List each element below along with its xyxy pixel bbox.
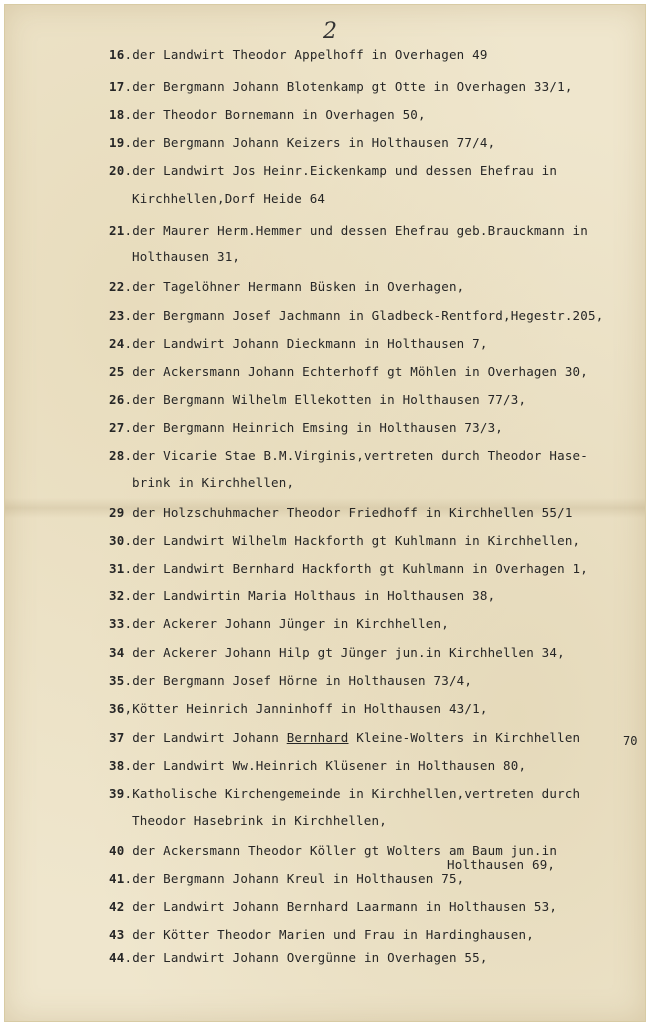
entry-text: der Landwirt Johann Bernhard Laarmann in Holthausen 53, — [132, 899, 558, 914]
entry-number: 24 — [109, 336, 125, 351]
entry-text: der Landwirt Bernhard Hackforth gt Kuhlmann in Overhagen 1, — [132, 561, 588, 576]
entry-text: der Bergmann Wilhelm Ellekotten in Holthausen 77/3, — [132, 392, 527, 407]
entry-text: der Ackersmann Johann Echterhoff gt Möhlen in Overhagen 30, — [132, 364, 588, 379]
entry-text: der Landwirt Johann Dieckmann in Holthausen 7, — [132, 336, 488, 351]
entry-separator: . — [124, 47, 133, 62]
entry-number: 32 — [109, 588, 125, 603]
entry-number: 42 — [109, 899, 125, 914]
entry-text: der Bergmann Johann Blotenkamp gt Otte in Overhagen 33/1, — [132, 79, 573, 94]
entry-text: der Maurer Herm.Hemmer und dessen Ehefrau geb.Brauckmann in — [132, 223, 588, 238]
entry-line — [109, 223, 588, 238]
entry-separator: . — [124, 871, 133, 886]
entry-separator: . — [124, 448, 133, 463]
entry-separator: . — [124, 279, 133, 294]
page-number: 2 — [323, 19, 337, 44]
entry-number: 27 — [109, 420, 125, 435]
entry-continuation — [447, 857, 555, 872]
margin-note: 70 — [623, 734, 638, 748]
entry-separator: . — [124, 950, 133, 965]
entry-text: der Ackerer Johann Jünger in Kirchhellen, — [132, 616, 449, 631]
entry-continuation — [132, 249, 240, 264]
entry-line — [109, 392, 526, 407]
entry-number: 35 — [109, 673, 125, 688]
entry-line — [109, 843, 557, 858]
entry-number: 16 — [109, 47, 125, 62]
entry-text: der Kötter Theodor Marien und Frau in Hardinghausen, — [132, 927, 534, 942]
entry-number: 25 — [109, 364, 125, 379]
entry-text: der Ackerer Johann Hilp gt Jünger jun.in Kirchhellen 34, — [132, 645, 565, 660]
entry-line — [109, 533, 580, 548]
entry-separator: . — [124, 616, 133, 631]
entry-text: Holthausen 69, — [447, 857, 556, 872]
entry-separator: . — [124, 135, 133, 150]
entry-number: 19 — [109, 135, 125, 150]
entry-number: 20 — [109, 163, 125, 178]
underlined-text: Bernhard — [286, 730, 349, 745]
entry-text: der Bergmann Johann Keizers in Holthausen 77/4, — [132, 135, 496, 150]
entry-line — [109, 561, 588, 576]
entry-number: 34 — [109, 645, 125, 660]
entry-number: 41 — [109, 871, 125, 886]
entry-text: Kötter Heinrich Janninhoff in Holthausen 43/1, — [132, 701, 488, 716]
entry-list — [5, 5, 645, 1021]
entry-separator: . — [124, 107, 133, 122]
entry-line — [109, 927, 534, 942]
entry-line — [109, 448, 588, 463]
entry-line — [109, 163, 557, 178]
entry-line — [109, 673, 472, 688]
entry-line — [109, 730, 580, 745]
entry-text: Theodor Hasebrink in Kirchhellen, — [132, 813, 387, 828]
entry-text: der Vicarie Stae B.M.Virginis,vertreten durch Theodor Hase- — [132, 448, 588, 463]
entry-line — [109, 420, 503, 435]
entry-continuation — [132, 813, 387, 828]
entry-line — [109, 758, 526, 773]
entry-number: 36 — [109, 701, 125, 716]
entry-separator: . — [124, 786, 133, 801]
entry-number: 44 — [109, 950, 125, 965]
entry-number: 21 — [109, 223, 125, 238]
entry-text: der Ackersmann Theodor Köller gt Wolters am Baum jun.in — [132, 843, 558, 858]
entry-separator: . — [124, 336, 133, 351]
entry-text: brink in Kirchhellen, — [132, 475, 295, 490]
entry-number: 30 — [109, 533, 125, 548]
entry-separator: . — [124, 673, 133, 688]
entry-text: der Landwirt Jos Heinr.Eickenkamp und dessen Ehefrau in — [132, 163, 558, 178]
entry-line — [109, 364, 588, 379]
entry-text: der Landwirt Johann — [132, 730, 287, 745]
entry-text: Katholische Kirchengemeinde in Kirchhellen,vertreten durch — [132, 786, 581, 801]
entry-line — [109, 899, 557, 914]
entry-separator: . — [124, 223, 133, 238]
entry-separator: , — [124, 701, 133, 716]
entry-separator: . — [124, 588, 133, 603]
entry-line — [109, 279, 464, 294]
entry-line — [109, 701, 488, 716]
entry-separator: . — [124, 758, 133, 773]
entry-separator: . — [124, 561, 133, 576]
entry-text: der Landwirt Ww.Heinrich Klüsener in Holthausen 80, — [132, 758, 527, 773]
entry-line — [109, 871, 464, 886]
entry-separator: . — [124, 79, 133, 94]
entry-text: der Landwirt Wilhelm Hackforth gt Kuhlmann in Kirchhellen, — [132, 533, 581, 548]
entry-number: 23 — [109, 308, 125, 323]
entry-separator: . — [124, 392, 133, 407]
entry-text: der Bergmann Josef Hörne in Holthausen 73/4, — [132, 673, 473, 688]
entry-text: der Landwirtin Maria Holthaus in Holthausen 38, — [132, 588, 496, 603]
entry-separator: . — [124, 420, 133, 435]
entry-text: der Tagelöhner Hermann Büsken in Overhagen, — [132, 279, 465, 294]
entry-line — [109, 645, 565, 660]
entry-number: 31 — [109, 561, 125, 576]
entry-number: 28 — [109, 448, 125, 463]
entry-line — [109, 336, 488, 351]
entry-number: 26 — [109, 392, 125, 407]
entry-text: der Holzschuhmacher Theodor Friedhoff in Kirchhellen 55/1 — [132, 505, 573, 520]
entry-line — [109, 950, 488, 965]
entry-separator: . — [124, 163, 133, 178]
entry-text: der Landwirt Johann Overgünne in Overhagen 55, — [132, 950, 488, 965]
entry-number: 39 — [109, 786, 125, 801]
entry-text: der Bergmann Josef Jachmann in Gladbeck-Rentford,Hegestr.205, — [132, 308, 604, 323]
entry-continuation — [132, 475, 294, 490]
entry-number: 40 — [109, 843, 125, 858]
entry-line — [109, 79, 573, 94]
entry-text: Holthausen 31, — [132, 249, 241, 264]
entry-number: 33 — [109, 616, 125, 631]
entry-line — [109, 308, 603, 323]
entry-number: 43 — [109, 927, 125, 942]
entry-text: der Theodor Bornemann in Overhagen 50, — [132, 107, 426, 122]
entry-line — [109, 588, 495, 603]
entry-number: 37 — [109, 730, 125, 745]
entry-text: der Landwirt Theodor Appelhoff in Overhagen 49 — [132, 47, 488, 62]
entry-continuation — [132, 191, 325, 206]
entry-text-after: Kleine-Wolters in Kirchhellen — [348, 730, 581, 745]
entry-line — [109, 786, 580, 801]
document-page — [4, 4, 646, 1022]
entry-line — [109, 107, 426, 122]
entry-text: der Bergmann Heinrich Emsing in Holthausen 73/3, — [132, 420, 504, 435]
entry-number: 22 — [109, 279, 125, 294]
entry-separator: . — [124, 533, 133, 548]
entry-line — [109, 135, 495, 150]
entry-text: Kirchhellen,Dorf Heide 64 — [132, 191, 326, 206]
entry-text: der Bergmann Johann Kreul in Holthausen 75, — [132, 871, 465, 886]
entry-line — [109, 616, 449, 631]
entry-separator: . — [124, 308, 133, 323]
entry-number: 29 — [109, 505, 125, 520]
entry-number: 18 — [109, 107, 125, 122]
entry-line — [109, 505, 573, 520]
entry-line — [109, 47, 488, 62]
entry-number: 17 — [109, 79, 125, 94]
entry-number: 38 — [109, 758, 125, 773]
